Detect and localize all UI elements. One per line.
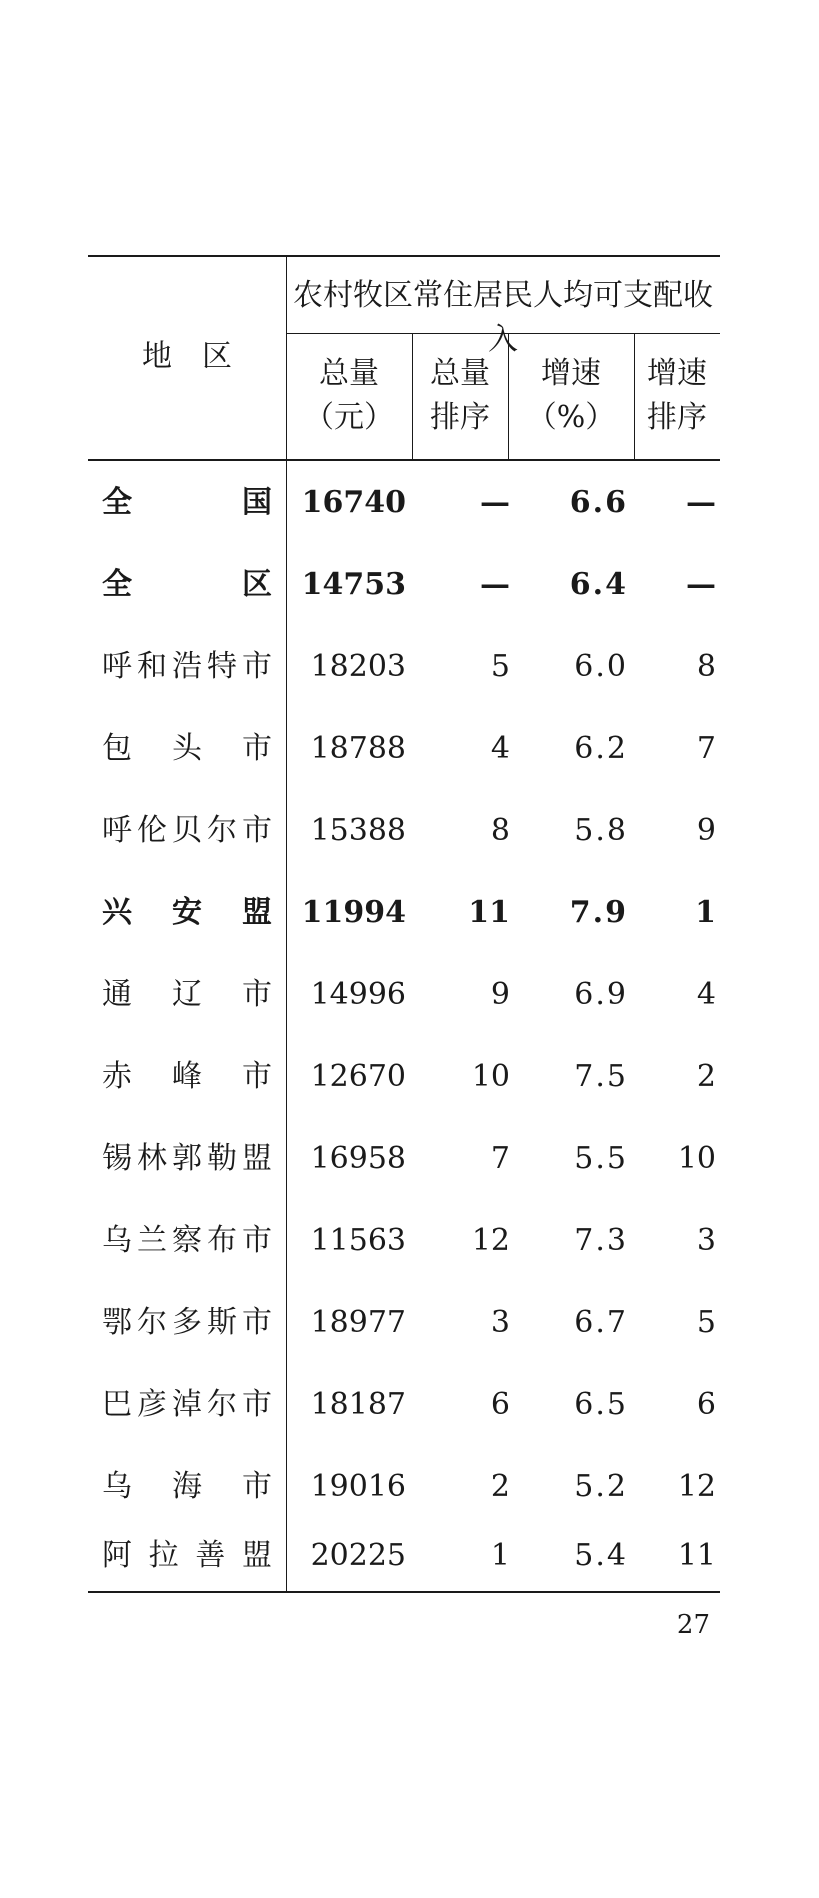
header-growth-rank-line1: 增速 <box>647 356 707 391</box>
table-row <box>88 1364 720 1446</box>
header-total-line2: （元） <box>304 400 394 435</box>
growth-rank-value: 8 <box>696 649 716 684</box>
region-name: 包 头 市 <box>102 731 272 766</box>
total-value: 15388 <box>310 813 406 848</box>
table-row <box>88 1036 720 1118</box>
growth-value: 5.2 <box>574 1469 628 1504</box>
table-row <box>88 1282 720 1364</box>
growth-rank-value: 9 <box>696 813 716 848</box>
header-total-rank <box>412 352 508 440</box>
growth-value: 6.9 <box>574 977 628 1012</box>
growth-value: 7.3 <box>574 1223 628 1258</box>
growth-value: 5.5 <box>574 1141 628 1176</box>
growth-value: 5.8 <box>574 813 628 848</box>
region-name: 全 国 <box>102 485 272 520</box>
total-rank-value: 4 <box>490 731 510 766</box>
region-header <box>88 335 286 379</box>
growth-value: 6.2 <box>574 731 628 766</box>
total-rank-value: — <box>480 567 510 602</box>
region-name: 通 辽 市 <box>102 977 272 1012</box>
growth-rank-value: 11 <box>677 1538 716 1573</box>
total-value: 18977 <box>310 1305 406 1340</box>
page-number: 27 <box>676 1610 710 1640</box>
growth-value: 7.9 <box>569 895 628 930</box>
growth-rank-value: 1 <box>695 895 716 930</box>
total-value: 11994 <box>301 895 406 930</box>
growth-rank-value: 3 <box>696 1223 716 1258</box>
total-value: 14753 <box>301 567 406 602</box>
region-name: 乌 兰 察 布 市 <box>102 1223 272 1258</box>
table-row <box>88 954 720 1036</box>
total-value: 18187 <box>310 1387 406 1422</box>
total-value: 19016 <box>310 1469 406 1504</box>
region-header-label: 地 区 <box>142 339 232 374</box>
region-name: 全 区 <box>102 567 272 602</box>
total-rank-value: 9 <box>490 977 510 1012</box>
growth-value: 6.7 <box>574 1305 628 1340</box>
table-row <box>88 1118 720 1200</box>
total-rank-value: 2 <box>490 1469 510 1504</box>
table-row <box>88 872 720 954</box>
table-top-rule <box>88 255 720 257</box>
total-value: 12670 <box>310 1059 406 1094</box>
header-total-rank-line2: 排序 <box>430 400 490 435</box>
header-total-line1: 总量 <box>319 356 379 391</box>
growth-rank-value: 6 <box>696 1387 716 1422</box>
total-value: 18203 <box>310 649 406 684</box>
header-total-rank-line1: 总量 <box>430 356 490 391</box>
header-growth-line1: 增速 <box>541 356 601 391</box>
total-rank-value: 12 <box>471 1223 510 1258</box>
growth-value: 6.4 <box>569 567 628 602</box>
total-value: 18788 <box>310 731 406 766</box>
table-row <box>88 544 720 626</box>
growth-rank-value: 4 <box>696 977 716 1012</box>
table-row <box>88 1200 720 1282</box>
table-row <box>88 626 720 708</box>
header-growth-rank-line2: 排序 <box>647 400 707 435</box>
group-header-title: 农村牧区常住居民人均可支配收入 <box>293 278 713 357</box>
growth-rank-value: 10 <box>677 1141 716 1176</box>
group-header <box>286 274 720 362</box>
header-bottom-rule <box>88 459 720 461</box>
total-rank-value: 1 <box>490 1538 510 1573</box>
growth-value: 6.6 <box>569 485 628 520</box>
total-value: 11563 <box>310 1223 406 1258</box>
region-name: 呼 和 浩 特 市 <box>102 649 272 684</box>
region-name: 锡 林 郭 勒 盟 <box>102 1141 272 1176</box>
growth-rank-value: 12 <box>677 1469 716 1504</box>
table-bottom-rule <box>88 1591 720 1593</box>
total-rank-value: 8 <box>490 813 510 848</box>
total-rank-value: — <box>480 485 510 520</box>
region-name: 兴 安 盟 <box>102 895 272 930</box>
growth-rank-value: 7 <box>696 731 716 766</box>
region-name: 呼 伦 贝 尔 市 <box>102 813 272 848</box>
growth-rank-value: 5 <box>696 1305 716 1340</box>
table-row <box>88 462 720 544</box>
header-growth-line2: （%） <box>526 400 616 435</box>
total-value: 16958 <box>310 1141 406 1176</box>
total-rank-value: 5 <box>490 649 510 684</box>
region-name: 巴 彦 淖 尔 市 <box>102 1387 272 1422</box>
header-growth-rank <box>634 352 720 440</box>
table-row <box>88 1521 720 1591</box>
growth-value: 6.5 <box>574 1387 628 1422</box>
region-name: 乌 海 市 <box>102 1469 272 1504</box>
growth-value: 6.0 <box>574 649 628 684</box>
total-rank-value: 6 <box>490 1387 510 1422</box>
total-rank-value: 3 <box>490 1305 510 1340</box>
growth-rank-value: 2 <box>696 1059 716 1094</box>
table-row <box>88 1446 720 1528</box>
growth-rank-value: — <box>686 485 716 520</box>
region-name: 鄂 尔 多 斯 市 <box>102 1305 272 1340</box>
growth-value: 7.5 <box>574 1059 628 1094</box>
table-row <box>88 708 720 790</box>
region-name: 赤 峰 市 <box>102 1059 272 1094</box>
total-rank-value: 11 <box>468 895 510 930</box>
total-value: 20225 <box>310 1538 406 1573</box>
growth-rank-value: — <box>686 567 716 602</box>
header-growth <box>508 352 634 440</box>
growth-value: 5.4 <box>574 1538 628 1573</box>
total-value: 14996 <box>310 977 406 1012</box>
region-name: 阿 拉 善 盟 <box>102 1538 272 1573</box>
header-total <box>286 352 412 440</box>
table-row <box>88 790 720 872</box>
total-rank-value: 7 <box>490 1141 510 1176</box>
total-value: 16740 <box>301 485 406 520</box>
total-rank-value: 10 <box>471 1059 510 1094</box>
